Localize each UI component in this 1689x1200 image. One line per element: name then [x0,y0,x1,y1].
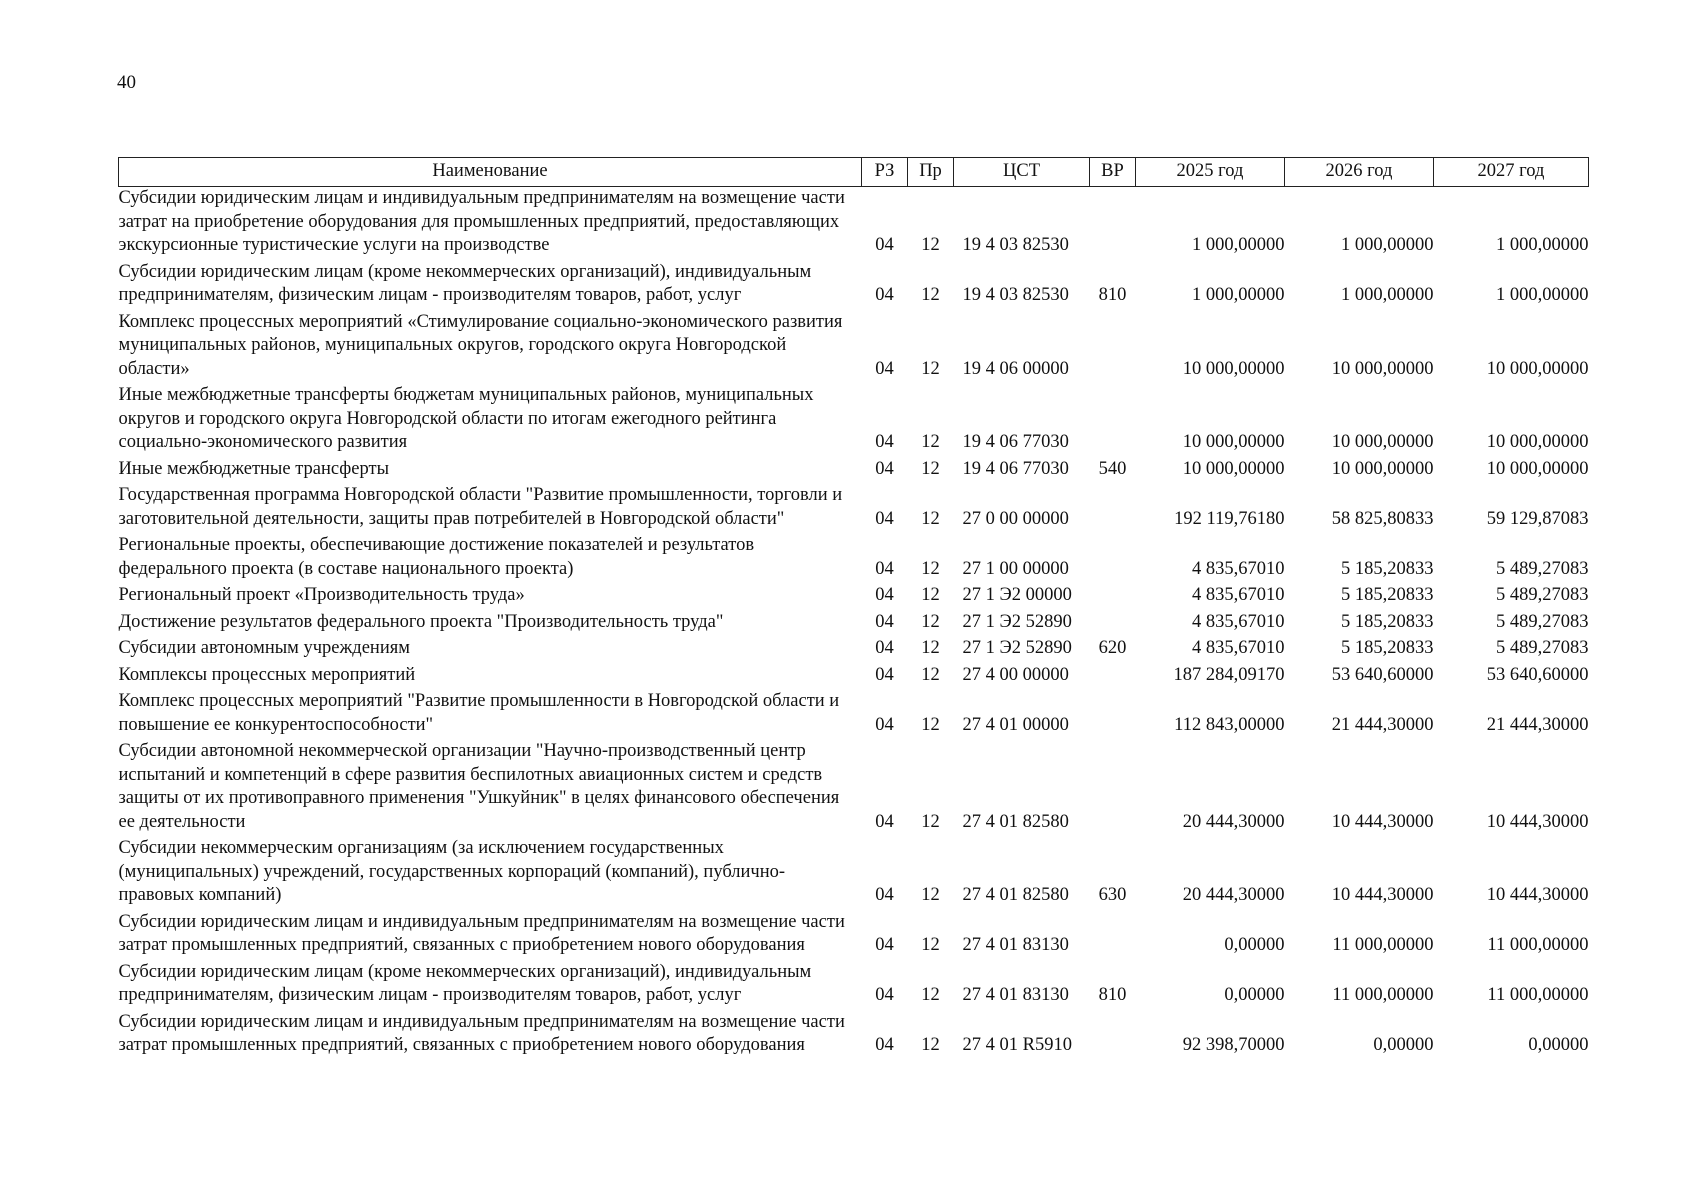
row-value-2027: 10 444,30000 [1486,885,1589,905]
row-value-2025: 0,00000 [1224,935,1285,955]
row-rz: 04 [875,1035,894,1055]
row-rz: 04 [875,638,894,658]
row-value-2025: 10 000,00000 [1182,358,1285,379]
header-cst: ЦСТ [954,158,1090,187]
row-value-2025: 4 835,67010 [1192,611,1285,632]
row-value-2026: 5 185,20833 [1341,585,1434,605]
row-name: Иные межбюджетные трансферты бюджетам муниципальных районов, муниципальных округов и городского округа Новгородской области по итогам ежегодного рейтинга социально-экономического развития [118,385,814,452]
row-pr: 12 [921,558,940,579]
row-name: Субсидии юридическим лицам и индивидуальным предпринимателям на возмещение части затрат промышленных предприятий, связанных с приобретением нового оборудования [118,911,845,955]
table-row [119,740,1589,837]
row-rz: 04 [875,432,894,452]
row-value-2025: 20 444,30000 [1182,811,1285,832]
row-cst: 19 4 03 82530 [962,285,1069,305]
row-value-2026: 58 825,80833 [1331,508,1434,529]
row-value-2025: 10 000,00000 [1182,432,1285,452]
row-vr: 620 [1098,638,1127,658]
row-vr: 810 [1098,985,1127,1005]
row-rz: 04 [875,585,894,605]
row-pr: 12 [921,714,940,735]
row-value-2026: 0,00000 [1373,1035,1434,1055]
row-value-2027: 10 000,00000 [1486,458,1589,479]
row-value-2026: 53 640,60000 [1331,664,1434,685]
table-row [119,584,1589,611]
row-name: Региональные проекты, обеспечивающие достижение показателей и результатов федерального проекта (в составе национального проекта) [118,535,755,579]
row-rz: 04 [875,611,894,632]
row-vr: 540 [1098,458,1127,479]
row-value-2026: 11 000,00000 [1332,935,1434,955]
row-value-2026: 10 000,00000 [1331,358,1434,379]
row-value-2026: 1 000,00000 [1341,285,1434,305]
row-cst: 27 4 01 83130 [962,935,1069,955]
row-name: Комплекс процессных мероприятий «Стимулирование социально-экономического развития муниципальных районов, муниципальных округов, городского округа Новгородской области» [118,311,843,379]
row-value-2025: 10 000,00000 [1182,458,1285,479]
header-2025: 2025 год [1136,158,1285,187]
row-name: Субсидии юридическим лицам (кроме некоммерческих организаций), индивидуальным предпринимателям, физическим лицам - производителям товаров, работ, услуг [118,261,812,305]
row-pr: 12 [921,611,940,632]
row-rz: 04 [875,664,894,685]
row-value-2027: 10 000,00000 [1486,358,1589,379]
table-header [119,158,1589,187]
table-row [119,261,1589,311]
table-body [119,187,1589,1061]
row-value-2025: 4 835,67010 [1192,638,1285,658]
row-pr: 12 [921,508,940,529]
row-pr: 12 [921,985,940,1005]
table-row [119,611,1589,638]
row-value-2025: 192 119,76180 [1174,508,1285,529]
row-cst: 19 4 06 00000 [962,358,1069,379]
table-row [119,484,1589,534]
header-row [119,158,1589,187]
row-cst: 19 4 03 82530 [962,235,1069,255]
table-row [119,187,1589,261]
row-vr [1090,311,1136,385]
row-value-2025: 20 444,30000 [1182,885,1285,905]
row-name: Комплекс процессных мероприятий "Развитие промышленности в Новгородской области и повышение ее конкурентоспособности" [118,691,840,735]
row-name: Достижение результатов федерального проекта "Производительность труда" [118,611,724,632]
row-value-2027: 1 000,00000 [1496,285,1589,305]
row-vr [1090,584,1136,611]
row-value-2027: 53 640,60000 [1486,664,1589,685]
row-name: Субсидии юридическим лицам и индивидуальным предпринимателям на возмещение части затрат промышленных предприятий, связанных с приобретением нового оборудования [118,1011,845,1055]
row-rz: 04 [875,558,894,579]
table-row [119,664,1589,691]
row-vr [1090,690,1136,740]
row-vr [1090,384,1136,458]
table-row [119,837,1589,911]
row-cst: 27 4 01 82580 [962,811,1069,832]
row-name: Государственная программа Новгородской области "Развитие промышленности, торговли и заготовительной деятельности, защиты прав потребителей в Новгородской области" [118,485,843,529]
row-name: Субсидии автономным учреждениям [118,638,410,658]
row-cst: 27 4 01 R5910 [962,1035,1072,1055]
row-cst: 27 4 01 00000 [962,714,1069,735]
row-value-2027: 5 489,27083 [1496,638,1589,658]
row-cst: 19 4 06 77030 [962,432,1069,452]
row-vr: 810 [1098,285,1127,305]
row-value-2027: 10 444,30000 [1486,811,1589,832]
row-name: Субсидии юридическим лицам (кроме некоммерческих организаций), индивидуальным предпринимателям, физическим лицам - производителям товаров, работ, услуг [118,961,812,1005]
header-name: Наименование [119,158,862,187]
row-pr: 12 [921,1035,940,1055]
row-value-2026: 5 185,20833 [1341,638,1434,658]
header-pr: Пр [908,158,954,187]
row-value-2025: 4 835,67010 [1192,558,1285,579]
row-pr: 12 [921,585,940,605]
header-2026: 2026 год [1285,158,1434,187]
row-rz: 04 [875,235,894,255]
table-row [119,384,1589,458]
table-row [119,690,1589,740]
row-name: Комплексы процессных мероприятий [118,664,416,685]
row-value-2025: 1 000,00000 [1192,285,1285,305]
row-name: Субсидии юридическим лицам и индивидуальным предпринимателям на возмещение части затрат на приобретение оборудования для промышленных предприятий, предоставляющих экскурсионные туристические услуги на производстве [118,188,845,255]
row-vr [1090,534,1136,584]
table-row [119,311,1589,385]
row-rz: 04 [875,285,894,305]
row-value-2027: 21 444,30000 [1486,714,1589,735]
row-value-2027: 5 489,27083 [1496,558,1589,579]
row-vr: 630 [1098,885,1127,905]
row-vr [1090,611,1136,638]
row-cst: 19 4 06 77030 [962,458,1069,479]
row-rz: 04 [875,508,894,529]
row-value-2026: 10 000,00000 [1331,432,1434,452]
row-rz: 04 [875,714,894,735]
table-row [119,911,1589,961]
row-vr [1090,1011,1136,1061]
row-value-2027: 1 000,00000 [1496,235,1589,255]
row-value-2025: 1 000,00000 [1192,235,1285,255]
row-rz: 04 [875,985,894,1005]
row-value-2026: 5 185,20833 [1341,611,1434,632]
row-name: Субсидии некоммерческим организациям (за исключением государственных (муниципальных) учреждений, государственных корпораций (компаний), публично-правовых компаний) [118,838,786,905]
table-row [119,961,1589,1011]
row-vr [1090,484,1136,534]
table-row [119,637,1589,664]
header-rz: РЗ [862,158,908,187]
row-pr: 12 [921,664,940,685]
budget-table [118,157,1589,1061]
row-vr [1090,664,1136,691]
page-number: 40 [117,72,136,93]
table-row [119,534,1589,584]
row-name: Региональный проект «Производительность труда» [118,585,525,605]
row-cst: 27 1 Э2 52890 [962,638,1072,658]
row-cst: 27 4 01 82580 [962,885,1069,905]
row-name: Иные межбюджетные трансферты [118,458,390,479]
row-value-2025: 112 843,00000 [1174,714,1285,735]
row-rz: 04 [875,458,894,479]
row-value-2026: 21 444,30000 [1331,714,1434,735]
row-rz: 04 [875,935,894,955]
row-cst: 27 4 01 83130 [962,985,1069,1005]
row-value-2026: 1 000,00000 [1341,235,1434,255]
row-pr: 12 [921,638,940,658]
row-cst: 27 1 00 00000 [962,558,1069,579]
row-pr: 12 [921,458,940,479]
row-rz: 04 [875,811,894,832]
row-value-2027: 11 000,00000 [1487,935,1589,955]
header-vr: ВР [1090,158,1136,187]
table-row [119,458,1589,485]
row-value-2027: 11 000,00000 [1487,985,1589,1005]
row-value-2026: 10 444,30000 [1331,811,1434,832]
row-cst: 27 0 00 00000 [962,508,1069,529]
row-value-2025: 187 284,09170 [1173,664,1285,685]
row-vr [1090,187,1136,261]
header-2027: 2027 год [1434,158,1589,187]
row-pr: 12 [921,235,940,255]
row-vr [1090,911,1136,961]
row-pr: 12 [921,358,940,379]
row-value-2027: 5 489,27083 [1496,611,1589,632]
row-value-2026: 5 185,20833 [1341,558,1434,579]
row-pr: 12 [921,285,940,305]
row-value-2025: 4 835,67010 [1192,585,1285,605]
row-vr [1090,740,1136,837]
table-row [119,1011,1589,1061]
row-cst: 27 4 00 00000 [962,664,1069,685]
row-rz: 04 [875,358,894,379]
row-rz: 04 [875,885,894,905]
row-pr: 12 [921,811,940,832]
row-value-2027: 59 129,87083 [1486,508,1589,529]
row-value-2025: 0,00000 [1224,985,1285,1005]
row-value-2026: 10 444,30000 [1331,885,1434,905]
row-cst: 27 1 Э2 00000 [962,585,1072,605]
row-pr: 12 [921,432,940,452]
row-pr: 12 [921,935,940,955]
row-value-2027: 0,00000 [1528,1035,1589,1055]
row-value-2025: 92 398,70000 [1182,1035,1285,1055]
row-value-2027: 5 489,27083 [1496,585,1589,605]
row-cst: 27 1 Э2 52890 [962,611,1072,632]
row-pr: 12 [921,885,940,905]
row-value-2026: 11 000,00000 [1332,985,1434,1005]
row-name: Субсидии автономной некоммерческой организации "Научно-производственный центр испытаний и компетенций в сфере развития беспилотных авиационных систем и средств защиты от их противоправного применения "Ушкуйник" в целях финансового обеспечения ее деятельности [118,741,840,832]
row-value-2027: 10 000,00000 [1486,432,1589,452]
row-value-2026: 10 000,00000 [1331,458,1434,479]
